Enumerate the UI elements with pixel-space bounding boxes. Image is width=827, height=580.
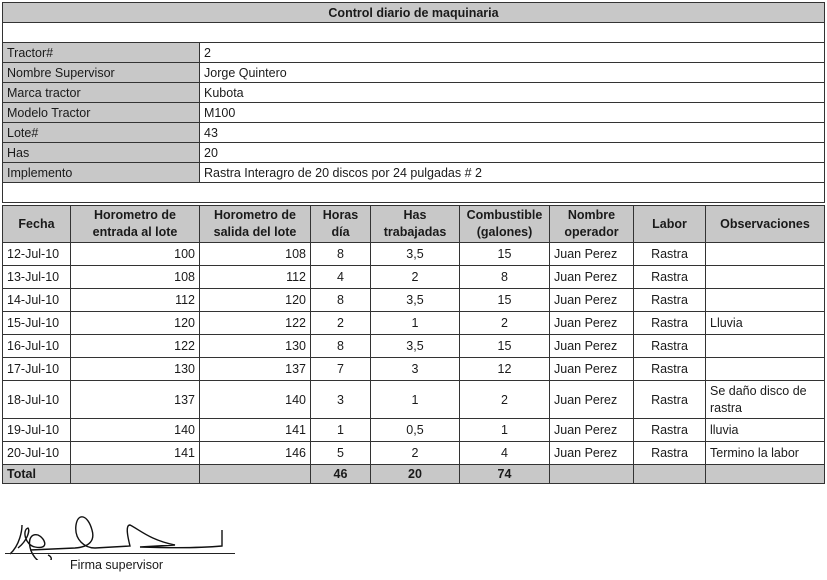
total-label: Total bbox=[3, 465, 71, 484]
machine-info-table bbox=[2, 2, 825, 203]
table-cell: Rastra bbox=[634, 358, 706, 381]
info-value: M100 bbox=[200, 103, 825, 123]
table-cell: 130 bbox=[71, 358, 200, 381]
table-cell: 4 bbox=[311, 266, 371, 289]
table-cell: Lluvia bbox=[706, 312, 825, 335]
table-cell: 15 bbox=[460, 243, 550, 266]
info-label: Implemento bbox=[3, 163, 200, 183]
table-row bbox=[3, 442, 825, 465]
table-cell: 120 bbox=[200, 289, 311, 312]
table-cell: 2 bbox=[460, 312, 550, 335]
table-cell bbox=[706, 335, 825, 358]
table-cell: Rastra bbox=[634, 335, 706, 358]
table-cell: Juan Perez bbox=[550, 381, 634, 419]
table-cell: 3 bbox=[311, 381, 371, 419]
table-cell: 130 bbox=[200, 335, 311, 358]
info-row bbox=[3, 83, 825, 103]
table-cell: 1 bbox=[371, 381, 460, 419]
table-cell: Rastra bbox=[634, 289, 706, 312]
table-cell bbox=[706, 289, 825, 312]
table-cell: Rastra bbox=[634, 381, 706, 419]
table-cell: 108 bbox=[200, 243, 311, 266]
empty-cell bbox=[634, 465, 706, 484]
total-combustible: 74 bbox=[460, 465, 550, 484]
table-cell: 140 bbox=[200, 381, 311, 419]
table-cell: 18-Jul-10 bbox=[3, 381, 71, 419]
empty-cell bbox=[200, 465, 311, 484]
table-cell: 17-Jul-10 bbox=[3, 358, 71, 381]
table-cell: 8 bbox=[311, 289, 371, 312]
table-cell: 2 bbox=[460, 381, 550, 419]
table-cell bbox=[706, 243, 825, 266]
table-row bbox=[3, 243, 825, 266]
info-row bbox=[3, 123, 825, 143]
table-row bbox=[3, 312, 825, 335]
table-cell: 112 bbox=[200, 266, 311, 289]
table-cell: lluvia bbox=[706, 419, 825, 442]
table-cell: 12 bbox=[460, 358, 550, 381]
column-header: Horas día bbox=[311, 206, 371, 243]
table-cell: Termino la labor bbox=[706, 442, 825, 465]
total-horas: 46 bbox=[311, 465, 371, 484]
signature-label: Firma supervisor bbox=[70, 558, 164, 572]
table-cell: 3,5 bbox=[371, 335, 460, 358]
info-value: Kubota bbox=[200, 83, 825, 103]
column-header: Labor bbox=[634, 206, 706, 243]
table-cell: 112 bbox=[71, 289, 200, 312]
table-cell: Juan Perez bbox=[550, 289, 634, 312]
table-cell: 13-Jul-10 bbox=[3, 266, 71, 289]
column-header: Nombre operador bbox=[550, 206, 634, 243]
spacer-row bbox=[3, 23, 825, 43]
table-cell: 5 bbox=[311, 442, 371, 465]
table-cell: 146 bbox=[200, 442, 311, 465]
table-cell: 137 bbox=[200, 358, 311, 381]
table-cell: 3,5 bbox=[371, 289, 460, 312]
table-cell: 16-Jul-10 bbox=[3, 335, 71, 358]
info-value: Rastra Interagro de 20 discos por 24 pulgadas # 2 bbox=[200, 163, 825, 183]
column-header: Combustible (galones) bbox=[460, 206, 550, 243]
info-value: Jorge Quintero bbox=[200, 63, 825, 83]
table-cell: Rastra bbox=[634, 419, 706, 442]
info-label: Modelo Tractor bbox=[3, 103, 200, 123]
table-row bbox=[3, 289, 825, 312]
empty-cell bbox=[706, 465, 825, 484]
info-value: 20 bbox=[200, 143, 825, 163]
table-cell: 120 bbox=[71, 312, 200, 335]
supervisor-signature bbox=[0, 500, 240, 560]
info-row bbox=[3, 63, 825, 83]
table-cell: 20-Jul-10 bbox=[3, 442, 71, 465]
total-row bbox=[3, 465, 825, 484]
info-row bbox=[3, 43, 825, 63]
table-row bbox=[3, 419, 825, 442]
table-cell: Juan Perez bbox=[550, 442, 634, 465]
table-cell: Juan Perez bbox=[550, 419, 634, 442]
table-cell: 1 bbox=[460, 419, 550, 442]
info-label: Lote# bbox=[3, 123, 200, 143]
table-cell: Juan Perez bbox=[550, 266, 634, 289]
signature-line bbox=[5, 553, 235, 554]
table-cell: 140 bbox=[71, 419, 200, 442]
info-label: Marca tractor bbox=[3, 83, 200, 103]
table-cell: Rastra bbox=[634, 442, 706, 465]
info-row bbox=[3, 163, 825, 183]
table-row bbox=[3, 358, 825, 381]
table-cell: Juan Perez bbox=[550, 358, 634, 381]
table-cell: 15-Jul-10 bbox=[3, 312, 71, 335]
column-header: Has trabajadas bbox=[371, 206, 460, 243]
info-label: Has bbox=[3, 143, 200, 163]
table-cell: 12-Jul-10 bbox=[3, 243, 71, 266]
table-cell: 1 bbox=[311, 419, 371, 442]
table-cell: 122 bbox=[200, 312, 311, 335]
table-cell: 2 bbox=[371, 442, 460, 465]
empty-cell bbox=[71, 465, 200, 484]
table-cell: Juan Perez bbox=[550, 312, 634, 335]
table-cell: 108 bbox=[71, 266, 200, 289]
table-cell bbox=[706, 266, 825, 289]
table-cell: 1 bbox=[371, 312, 460, 335]
table-cell: 4 bbox=[460, 442, 550, 465]
table-cell: 14-Jul-10 bbox=[3, 289, 71, 312]
table-row bbox=[3, 266, 825, 289]
table-cell: 19-Jul-10 bbox=[3, 419, 71, 442]
table-cell: 137 bbox=[71, 381, 200, 419]
table-cell: 100 bbox=[71, 243, 200, 266]
info-value: 43 bbox=[200, 123, 825, 143]
table-cell: Rastra bbox=[634, 266, 706, 289]
page-title: Control diario de maquinaria bbox=[3, 3, 825, 23]
table-cell: 15 bbox=[460, 335, 550, 358]
table-cell: Rastra bbox=[634, 312, 706, 335]
info-label: Tractor# bbox=[3, 43, 200, 63]
table-cell: 3,5 bbox=[371, 243, 460, 266]
table-cell: 7 bbox=[311, 358, 371, 381]
table-cell: 8 bbox=[311, 335, 371, 358]
spacer-row bbox=[3, 183, 825, 203]
empty-cell bbox=[550, 465, 634, 484]
table-cell: 122 bbox=[71, 335, 200, 358]
info-row bbox=[3, 143, 825, 163]
column-header: Horometro de entrada al lote bbox=[71, 206, 200, 243]
table-cell: 8 bbox=[460, 266, 550, 289]
table-cell: Rastra bbox=[634, 243, 706, 266]
table-cell: 15 bbox=[460, 289, 550, 312]
total-has: 20 bbox=[371, 465, 460, 484]
table-cell: Se daño disco de rastra bbox=[706, 381, 825, 419]
table-row bbox=[3, 335, 825, 358]
info-value: 2 bbox=[200, 43, 825, 63]
daily-log-table bbox=[2, 205, 825, 484]
table-cell: Juan Perez bbox=[550, 335, 634, 358]
table-cell: Juan Perez bbox=[550, 243, 634, 266]
table-cell: 2 bbox=[371, 266, 460, 289]
table-cell: 2 bbox=[311, 312, 371, 335]
table-cell: 141 bbox=[71, 442, 200, 465]
info-label: Nombre Supervisor bbox=[3, 63, 200, 83]
info-row bbox=[3, 103, 825, 123]
table-cell: 141 bbox=[200, 419, 311, 442]
table-cell: 0,5 bbox=[371, 419, 460, 442]
table-cell: 8 bbox=[311, 243, 371, 266]
table-cell bbox=[706, 358, 825, 381]
table-row bbox=[3, 381, 825, 419]
column-header: Observaciones bbox=[706, 206, 825, 243]
column-header: Horometro de salida del lote bbox=[200, 206, 311, 243]
table-cell: 3 bbox=[371, 358, 460, 381]
column-header: Fecha bbox=[3, 206, 71, 243]
